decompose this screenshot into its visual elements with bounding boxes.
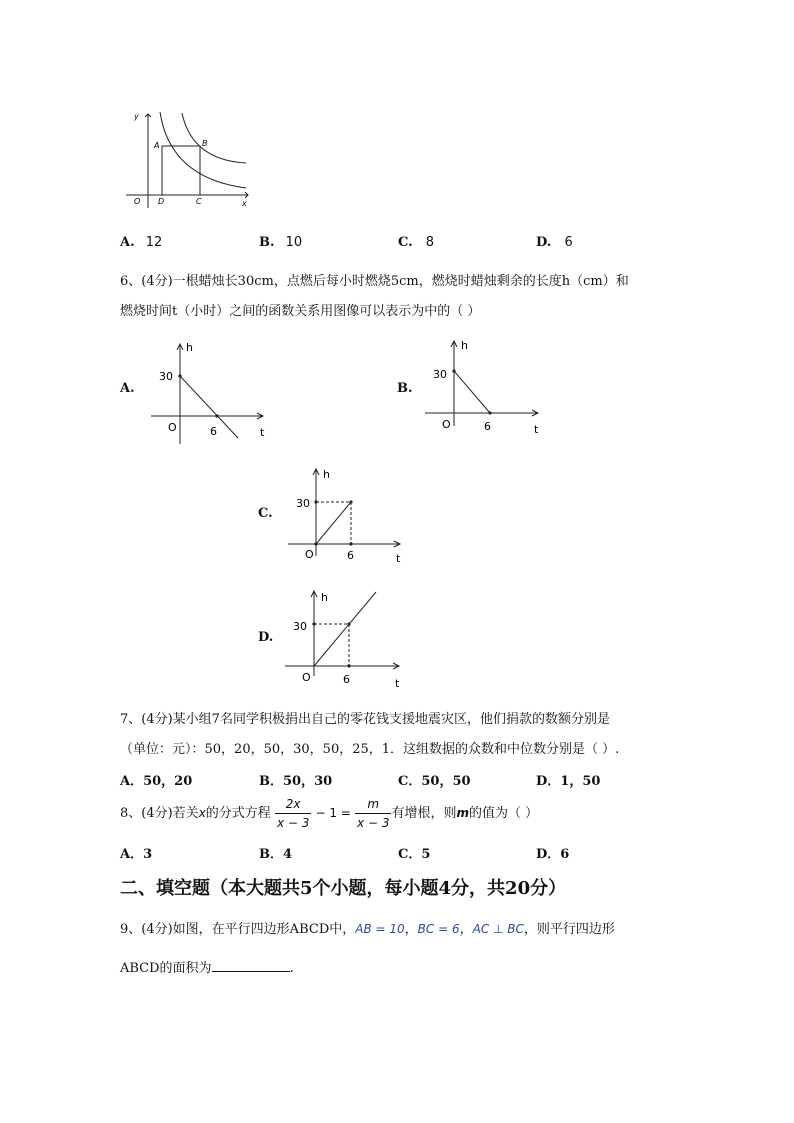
q6-graph-d (281, 588, 406, 690)
math-perp: AC ⊥ BC (472, 922, 524, 936)
option-value: 8 (425, 235, 435, 250)
q7-option-c[interactable]: C．50，50 (398, 774, 471, 789)
graph-line (180, 376, 238, 438)
label-h: h (461, 339, 468, 352)
label-y: y (134, 112, 139, 121)
q6-graph-b (420, 338, 550, 438)
label-30: 30 (159, 370, 173, 383)
curve-outer (182, 113, 246, 163)
q9-line1 (120, 918, 615, 937)
graph-line (454, 371, 490, 413)
label-30: 30 (433, 368, 447, 381)
q7-option-a[interactable]: A．50，20 (120, 774, 193, 789)
q8-stem (120, 795, 538, 832)
label-B: B (202, 139, 208, 148)
option-letter: A. (120, 235, 135, 250)
q9-sep2: ， (459, 922, 473, 937)
option-value: 6 (564, 235, 573, 250)
q9-end: . (289, 961, 294, 976)
var-m: m (456, 806, 469, 820)
q9-suffix: ，则平行四边形 (523, 922, 615, 937)
label-h: h (186, 341, 193, 354)
answer-blank[interactable] (212, 959, 290, 972)
label-t: t (395, 677, 400, 690)
graph-line (316, 502, 351, 544)
q8-option-b[interactable]: B．4 (259, 847, 293, 862)
q8-option-c[interactable]: C．5 (398, 847, 431, 862)
label-h: h (321, 591, 328, 604)
label-t: t (260, 426, 265, 439)
label-O: O (305, 548, 314, 561)
q7-option-d[interactable]: D．1，50 (536, 774, 601, 789)
label-D: D (158, 197, 165, 206)
option-letter: B. (259, 235, 275, 250)
label-O: O (168, 421, 177, 434)
q8-after-eq: 有增根，则 (391, 806, 457, 821)
label-A: A (154, 141, 160, 150)
label-h: h (323, 468, 330, 481)
q9-sep1: ， (404, 922, 418, 937)
label-C: C (196, 197, 202, 206)
frac-num: 2x (275, 795, 311, 814)
frac-den: x − 3 (276, 816, 310, 830)
q6-line2: 燃烧时间t（小时）之间的函数关系用图像可以表示为中的（ ） (120, 304, 481, 319)
q6-graph-c (283, 466, 408, 566)
fraction-2x-over-x-3 (275, 795, 311, 832)
q6-line1: 6、(4分)一根蜡烛长30cm，点燃后每小时燃烧5cm，燃烧时蜡烛剩余的长度h（cm）和 (120, 274, 629, 289)
frac-den: x − 3 (357, 816, 390, 830)
label-30: 30 (296, 497, 310, 510)
q5-figure (124, 108, 254, 210)
label-30: 30 (293, 620, 307, 633)
q7-line2: （单位：元）：50，20，50，30，50，25，1．这组数据的众数和中位数分别是（ ）. (120, 742, 620, 757)
q8-suffix: 的值为（ ） (468, 806, 539, 821)
option-letter: D. (536, 235, 552, 250)
q6-option-a[interactable]: A. (120, 381, 135, 396)
q5-option-c[interactable] (398, 231, 434, 250)
label-O: O (302, 671, 311, 684)
q6-option-c[interactable]: C. (258, 506, 273, 521)
label-x: x (242, 199, 247, 208)
label-6: 6 (343, 673, 350, 686)
label-O: O (134, 197, 141, 206)
frac-num: m (355, 795, 391, 814)
q6-option-b[interactable]: B. (397, 381, 413, 396)
q5-option-b[interactable] (259, 231, 302, 250)
option-value: 12 (145, 235, 163, 250)
q5-option-d[interactable] (536, 231, 573, 250)
label-t: t (396, 552, 401, 565)
option-value: 10 (285, 235, 303, 250)
q8-mid: 的分式方程 (205, 806, 271, 821)
q9-prefix: 9、(4分)如图，在平行四边形ABCD中， (120, 922, 356, 937)
var-x: x (198, 806, 206, 820)
label-6: 6 (347, 549, 354, 562)
option-letter: C. (398, 235, 413, 250)
label-6: 6 (210, 425, 217, 438)
q8-option-d[interactable]: D．6 (536, 847, 570, 862)
curve-inner (160, 112, 246, 188)
label-6: 6 (484, 420, 491, 433)
fraction-m-over-x-3 (355, 795, 391, 832)
q7-line1: 7、(4分)某小组7名同学积极捐出自己的零花钱支援地震灾区，他们捐款的数额分别是 (120, 712, 610, 727)
q9-line2 (120, 957, 294, 976)
q5-option-a[interactable] (120, 231, 162, 250)
minus-one: − 1 = (315, 806, 351, 820)
q8-option-a[interactable]: A．3 (120, 847, 153, 862)
q6-option-d[interactable]: D. (258, 630, 274, 645)
q7-option-b[interactable]: B．50，30 (259, 774, 333, 789)
q9-line2-text: ABCD的面积为 (120, 961, 212, 976)
q8-prefix: 8、(4分)若关 (120, 806, 199, 821)
math-bc: BC = 6 (417, 922, 460, 936)
label-O: O (442, 418, 451, 431)
q6-graph-a (145, 340, 275, 450)
section-title: 二、填空题（本大题共5个小题，每小题4分，共20分） (120, 878, 567, 899)
math-ab: AB = 10 (355, 922, 405, 936)
label-t: t (534, 423, 539, 436)
